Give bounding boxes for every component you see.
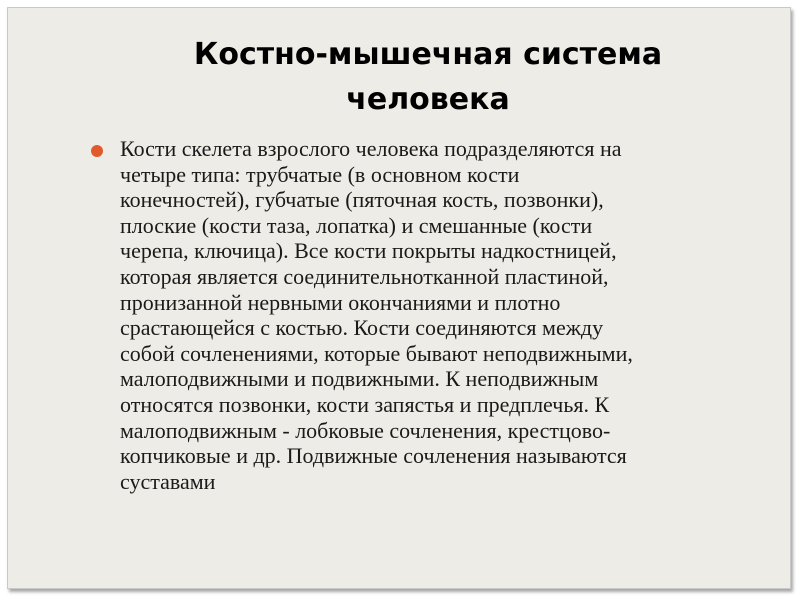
bullet-text [120,136,740,494]
body-line: суставами [120,468,216,494]
body-line: малоподвижными и подвижными. К неподвижным [120,366,599,392]
body-line: конечностей), губчатые (пяточная кость, позвонки), [120,187,604,213]
slide-title [108,32,748,122]
body-line: которая является соединительнотканной пластиной, [120,263,609,289]
bullet-list [90,136,770,494]
body-line: срастающейся с костью. Кости соединяются между [120,315,604,341]
body-line: черепа, ключица). Все кости покрыты надкостницей, [120,238,617,264]
body-line: Кости скелета взрослого человека подразделяются на [120,136,622,161]
body-line: малоподвижным - лобковые сочленения, крестцово- [120,417,611,443]
title-line-1: Костно-мышечная система [193,37,663,72]
slide-frame [7,7,791,589]
title-line-2: человека [346,82,510,117]
body-line: относятся позвонки, кости запястья и предплечья. К [120,391,610,417]
bullet-dot-icon [91,145,103,157]
body-line: пронизанной нервными окончаниями и плотно [120,289,561,315]
body-line: плоские (кости таза, лопатка) и смешанные (кости [120,212,593,238]
body-line: копчиковые и др. Подвижные сочленения называются [120,443,627,469]
body-line: собой сочленениями, которые бывают неподвижными, [120,340,633,366]
body-line: четыре типа: трубчатые (в основном кости [120,161,520,187]
